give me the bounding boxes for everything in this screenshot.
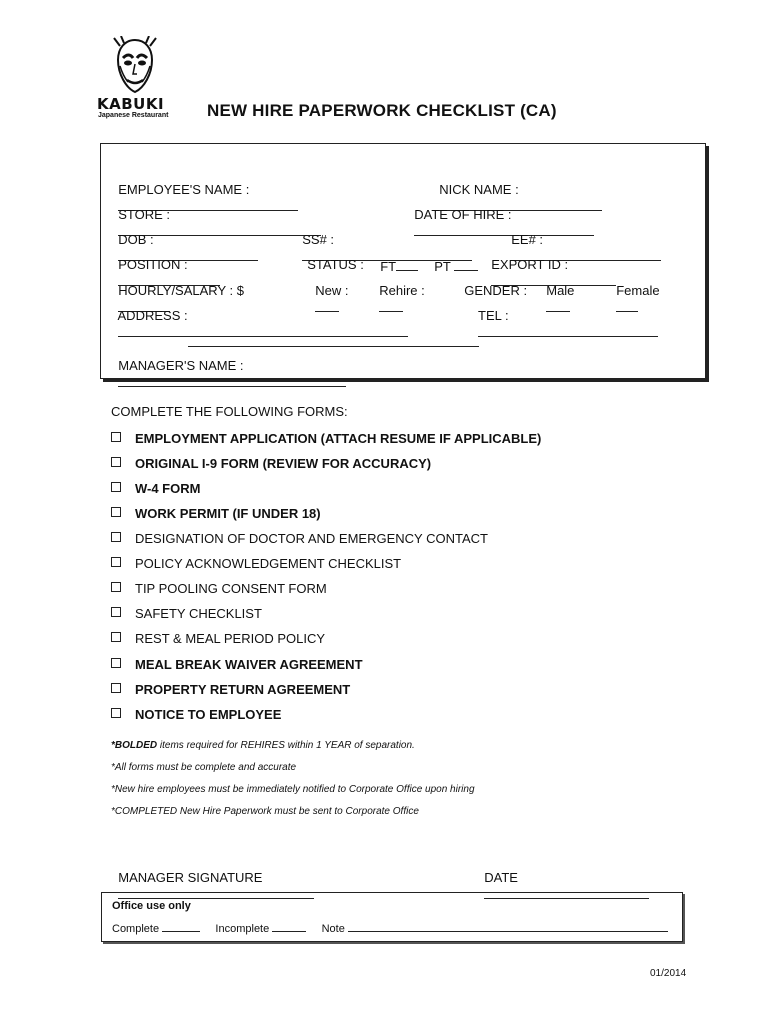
tel-row [471, 293, 658, 340]
employee-name-label: EMPLOYEE'S NAME : [118, 182, 250, 197]
store-label: STORE : [118, 207, 171, 222]
office-use-row [112, 921, 668, 935]
ee-label: EE# : [511, 232, 544, 247]
form-item-label: EMPLOYMENT APPLICATION (ATTACH RESUME IF APPLICABLE) [135, 431, 542, 446]
manager-signature-label: MANAGER SIGNATURE [118, 870, 263, 885]
form-item-label: ORIGINAL I-9 FORM (REVIEW FOR ACCURACY) [135, 456, 432, 471]
form-item[interactable] [111, 456, 671, 471]
tel-field[interactable] [478, 323, 658, 337]
complete-label: Complete [112, 923, 160, 935]
signature-date-label: DATE [484, 870, 518, 885]
gender-label: GENDER : [464, 283, 528, 298]
checkbox[interactable] [111, 607, 121, 617]
form-item[interactable] [111, 531, 671, 546]
incomplete-field[interactable] [272, 921, 306, 932]
form-item-label: SAFETY CHECKLIST [135, 606, 262, 621]
checkbox[interactable] [111, 683, 121, 693]
office-use-box [101, 892, 683, 942]
status-label: STATUS : [307, 257, 364, 272]
complete-field[interactable] [162, 921, 200, 932]
form-item-label: TIP POOLING CONSENT FORM [135, 581, 327, 596]
form-item[interactable] [111, 707, 671, 722]
checkbox[interactable] [111, 632, 121, 642]
pt-label: PT [434, 259, 451, 274]
male-label: Male [546, 283, 575, 298]
manager-name-field[interactable] [118, 373, 346, 387]
note-bolded-text: items required for REHIRES within 1 YEAR of separation. [157, 740, 415, 751]
page-title: NEW HIRE PAPERWORK CHECKLIST (CA) [207, 101, 557, 120]
form-item-label: WORK PERMIT (IF UNDER 18) [135, 506, 321, 521]
brand-tagline: Japanese Restaurant [98, 112, 169, 119]
rehire-label: Rehire : [379, 283, 425, 298]
checkbox[interactable] [111, 708, 121, 718]
checkbox[interactable] [111, 557, 121, 567]
date-of-hire-label: DATE OF HIRE : [414, 207, 512, 222]
new-label: New : [315, 283, 349, 298]
ss-label: SS# : [302, 232, 335, 247]
form-version: 01/2014 [650, 968, 687, 979]
ft-label: FT [380, 259, 397, 274]
form-item[interactable] [111, 481, 671, 496]
female-label: Female [616, 283, 660, 298]
note-bolded-emphasis: *BOLDED [111, 740, 158, 751]
forms-heading: COMPLETE THE FOLLOWING FORMS: [111, 404, 348, 419]
form-item-label: DESIGNATION OF DOCTOR AND EMERGENCY CONTACT [135, 531, 488, 546]
hourly-salary-label: HOURLY/SALARY : $ [118, 283, 244, 298]
form-item[interactable] [111, 682, 671, 697]
form-item-label: MEAL BREAK WAIVER AGREEMENT [135, 657, 363, 672]
manager-name-label: MANAGER'S NAME : [118, 358, 244, 373]
note-label: Note [321, 923, 345, 935]
form-item-label: REST & MEAL PERIOD POLICY [135, 631, 325, 646]
manager-name-row [111, 343, 346, 390]
checkbox[interactable] [111, 507, 121, 517]
form-item[interactable] [111, 606, 671, 621]
form-item[interactable] [111, 556, 671, 571]
form-item[interactable] [111, 431, 671, 446]
checkbox[interactable] [111, 432, 121, 442]
note-notify: *New hire employees must be immediately notified to Corporate Office upon hiring [111, 784, 475, 795]
form-item-label: POLICY ACKNOWLEDGEMENT CHECKLIST [135, 556, 402, 571]
address-label: ADDRESS : [117, 308, 188, 323]
office-use-title: Office use only [112, 900, 191, 912]
export-id-label: EXPORT ID : [491, 257, 569, 272]
form-item[interactable] [111, 506, 671, 521]
checkbox[interactable] [111, 457, 121, 467]
note-send: *COMPLETED New Hire Paperwork must be sent to Corporate Office [111, 806, 419, 817]
tel-label: TEL : [478, 308, 509, 323]
checkbox[interactable] [111, 582, 121, 592]
note-bolded [111, 740, 415, 751]
note-field[interactable] [348, 921, 668, 932]
form-item[interactable] [111, 581, 671, 596]
checkbox[interactable] [111, 532, 121, 542]
nick-name-label: NICK NAME : [439, 182, 519, 197]
form-item[interactable] [111, 657, 671, 672]
checkbox[interactable] [111, 482, 121, 492]
dob-label: DOB : [118, 232, 154, 247]
form-item-label: NOTICE TO EMPLOYEE [135, 707, 282, 722]
position-label: POSITION : [118, 257, 188, 272]
form-item-label: PROPERTY RETURN AGREEMENT [135, 682, 351, 697]
checkbox[interactable] [111, 658, 121, 668]
brand-name: KABUKI [97, 95, 165, 113]
note-complete: *All forms must be complete and accurate [111, 762, 297, 773]
form-item[interactable] [111, 631, 671, 646]
incomplete-label: Incomplete [215, 923, 270, 935]
form-item-label: W-4 FORM [135, 481, 201, 496]
